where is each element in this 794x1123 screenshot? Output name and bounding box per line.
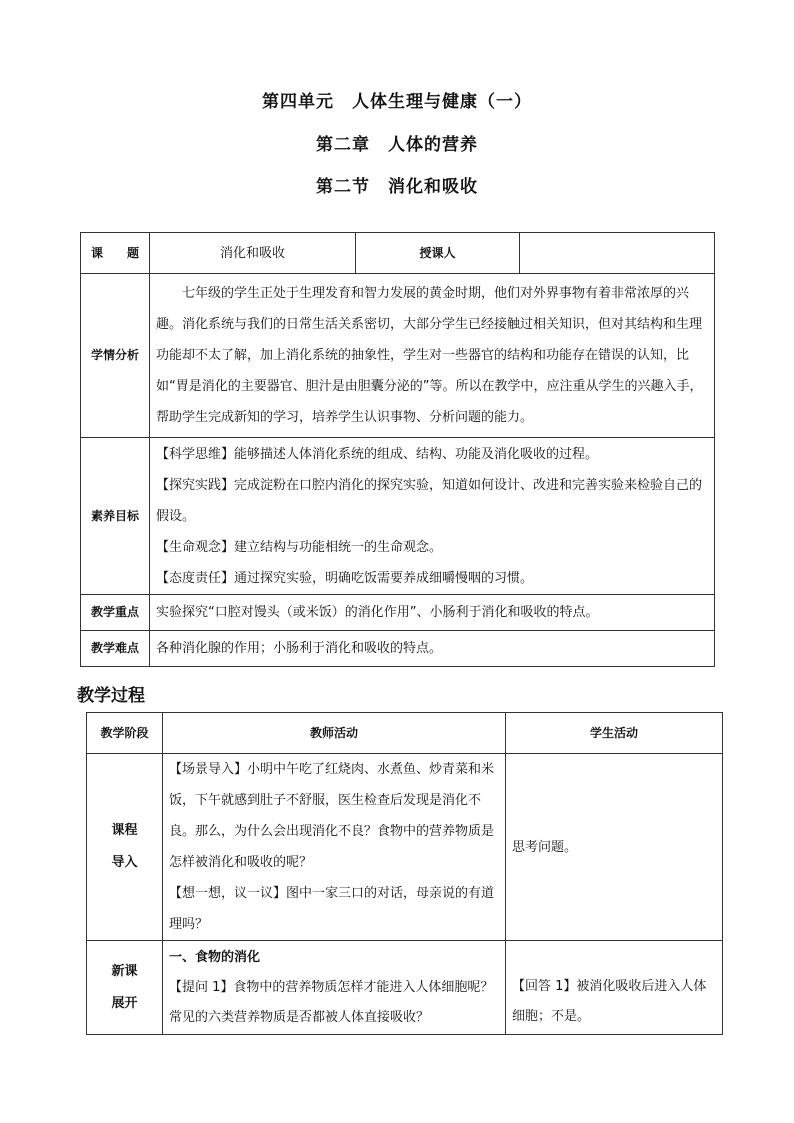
- key-points-label: 教学重点: [81, 595, 150, 631]
- student-activity-cell: 思考问题。: [506, 754, 723, 941]
- analysis-row: [81, 274, 715, 438]
- topic-label: 课 题: [81, 233, 150, 274]
- lesson-info-table: [80, 232, 715, 667]
- goals-cell: [150, 438, 715, 595]
- topic-row: [81, 233, 715, 274]
- stage-line: 课程: [111, 823, 138, 838]
- stage-line: 导入: [111, 855, 138, 870]
- header-teacher-activity: 教师活动: [163, 713, 506, 754]
- teacher-activity-cell: [163, 941, 506, 1035]
- goal-item: 【探究实践】完成淀粉在口腔内消化的探究实验，知道如何设计、改进和完善实验来检验自己的假设。: [156, 477, 703, 524]
- goal-item: 【生命观念】建立结构与功能相统一的生命观念。: [156, 539, 443, 555]
- teacher-activity-text: 【想一想，议一议】图中一家三口的对话，母亲说的有道理吗？: [169, 886, 495, 932]
- process-heading: 教学过程: [77, 686, 145, 706]
- goals-row: [81, 438, 715, 595]
- goal-item: 【科学思维】能够描述人体消化系统的组成、结构、功能及消化吸收的过程。: [156, 446, 599, 462]
- teacher-activity-cell: [163, 754, 506, 941]
- teaching-process-table: [86, 712, 723, 1035]
- difficulty-text: 各种消化腺的作用；小肠利于消化和吸收的特点。: [150, 631, 715, 667]
- goal-item: 【态度责任】通过探究实验，明确吃饭需要养成细嚼慢咽的习惯。: [156, 570, 534, 586]
- goals-label: 素养目标: [81, 438, 150, 595]
- chapter-title: 第二章 人体的营养: [316, 135, 478, 155]
- difficulty-row: [81, 631, 715, 667]
- section-title: 第二节 消化和吸收: [316, 177, 478, 197]
- key-points-text: 实验探究“口腔对馒头（或米饭）的消化作用”、小肠利于消化和吸收的特点。: [150, 595, 715, 631]
- analysis-text: 七年级的学生正处于生理发育和智力发展的黄金时期，他们对外界事物有着非常浓厚的兴趣。消化系统与我们的日常生活关系密切，大部分学生已经接触过相关知识，但对其结构和生理功能却不太了解，加上消化系统的抽象性，学生对一些器官的结构和功能存在错误的认知，比如“胃是消化的主要器官、胆汁是由胆囊分泌的”等。所以在教学中，应注重从学生的兴趣入手，帮助学生完成新知的学习，培养学生认识事物、分析问题的能力。: [150, 274, 715, 438]
- key-points-row: [81, 595, 715, 631]
- difficulty-label: 教学难点: [81, 631, 150, 667]
- topic-value: 消化和吸收: [150, 233, 356, 274]
- stage-cell: [87, 941, 163, 1035]
- stage-cell: [87, 754, 163, 941]
- analysis-label: 学情分析: [81, 274, 150, 438]
- process-header-row: [87, 713, 723, 754]
- process-row-new-lesson: [87, 941, 723, 1035]
- teacher-value: [520, 233, 715, 274]
- stage-line: 展开: [111, 995, 138, 1011]
- process-row-intro: [87, 754, 723, 941]
- header-stage: 教学阶段: [87, 713, 163, 754]
- stage-line: 新课: [111, 963, 138, 979]
- teacher-activity-text: 【提问 1】食物中的营养物质怎样才能进入人体细胞呢？常见的六类营养物质是否都被人体直接吸收？: [169, 979, 494, 1025]
- teacher-activity-text: 【场景导入】小明中午吃了红烧肉、水煮鱼、炒青菜和米饭，下午就感到肚子不舒服，医生检查后发现是消化不良。那么，为什么会出现消化不良？食物中的营养物质是怎样被消化和吸收的呢？: [169, 762, 495, 870]
- header-student-activity: 学生活动: [506, 713, 723, 754]
- section-subheading: 一、食物的消化: [169, 949, 261, 965]
- unit-title: 第四单元 人体生理与健康（一）: [262, 92, 532, 112]
- student-activity-cell: 【回答 1】被消化吸收后进入人体细胞；不是。: [506, 941, 723, 1035]
- teacher-label: 授课人: [356, 233, 520, 274]
